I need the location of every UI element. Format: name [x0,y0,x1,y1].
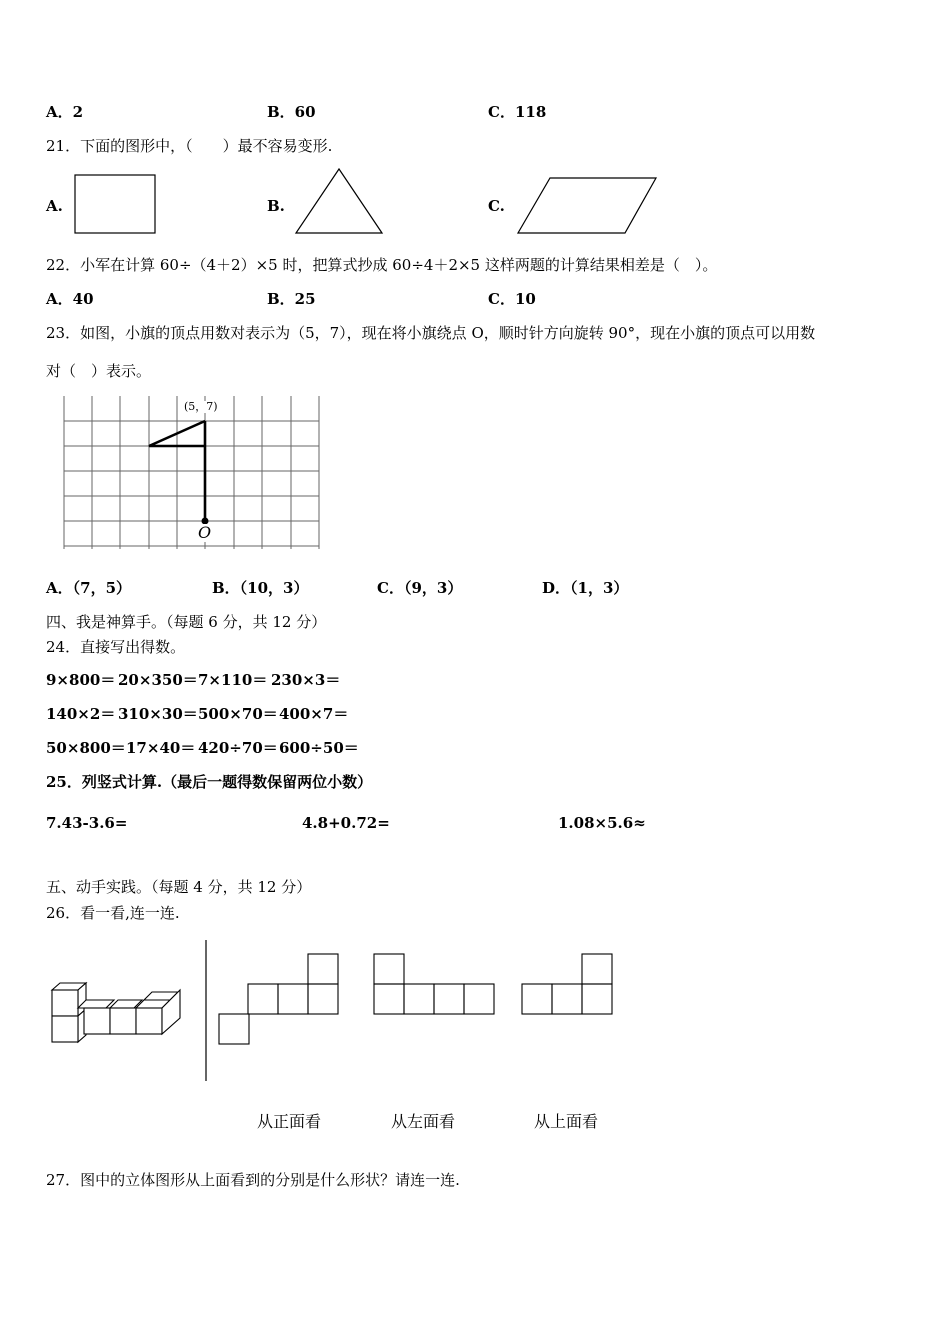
label-front-view: 从正面看 [257,1112,322,1131]
q23-option-b: B．（10，3） [212,579,309,597]
q22-option-c: C．10 [488,290,536,308]
q25-expression-2: 4.8+0.72= [302,814,390,832]
q23-option-c: C．（9，3） [377,579,463,597]
q26-stem: 26．看一看,连一连. [46,904,180,922]
label-left-view: 从左面看 [391,1112,456,1131]
q20-option-b: B．60 [267,103,316,121]
q27-stem: 27．图中的立体图形从上面看到的分别是什么形状？请连一连. [46,1171,460,1189]
q24-stem: 24．直接写出得数。 [46,638,186,656]
q25-expression-1: 7.43-3.6= [46,814,128,832]
q21-option-a: A. [46,197,63,215]
q24-item: 400×7＝ [279,705,349,723]
q22-option-a: A．40 [46,290,94,308]
origin-label: O [198,523,212,542]
view-figure-2 [374,954,494,1014]
q24-item: 9×800＝ [46,671,116,689]
q24-item: 420÷70＝ [198,739,278,757]
q25-expression-3: 1.08×5.6≈ [558,814,646,832]
q21-stem: 21．下面的图形中，（ ）最不容易变形. [46,137,333,155]
q24-item: 500×70＝ [198,705,278,723]
vertex-coordinate-label: (5，7) [184,400,218,413]
q24-item: 140×2＝ [46,705,116,723]
label-top-view: 从上面看 [534,1112,599,1131]
q23-stem-line1: 23．如图，小旗的顶点用数对表示为（5，7），现在将小旗绕点 O，顺时针方向旋转 90°，现在小旗的顶点可以用数 [46,324,816,342]
cube-stack-figure [52,983,180,1042]
view-figure-1 [219,954,338,1044]
q25-stem: 25．列竖式计算.（最后一题得数保留两位小数） [46,773,373,791]
q23-option-d: D．（1，3） [542,579,629,597]
q24-item: 230×3＝ [271,671,341,689]
q21-option-c: C. [488,197,505,215]
q20-option-a: A．2 [46,103,84,121]
q20-option-c: C．118 [488,103,547,121]
q22-option-b: B．25 [267,290,316,308]
q24-item: 310×30＝ [118,705,198,723]
q24-item: 7×110＝ [198,671,268,689]
q24-item: 600÷50＝ [279,739,359,757]
section-5-heading: 五、动手实践。（每题 4 分，共 12 分） [46,878,312,896]
q24-item: 17×40＝ [126,739,196,757]
q23-option-a: A．（7，5） [46,579,132,597]
section-4-heading: 四、我是神算手。（每题 6 分，共 12 分） [46,613,327,631]
q21-option-b: B. [267,197,285,215]
q22-stem: 22．小军在计算 60÷（4＋2）×5 时，把算式抄成 60÷4＋2×5 这样两题的计算结果相差是（ ）。 [46,256,718,274]
q23-stem-line2: 对（ ）表示。 [46,362,152,380]
view-figure-3 [522,954,612,1014]
q24-item: 20×350＝ [118,671,198,689]
q24-item: 50×800＝ [46,739,126,757]
